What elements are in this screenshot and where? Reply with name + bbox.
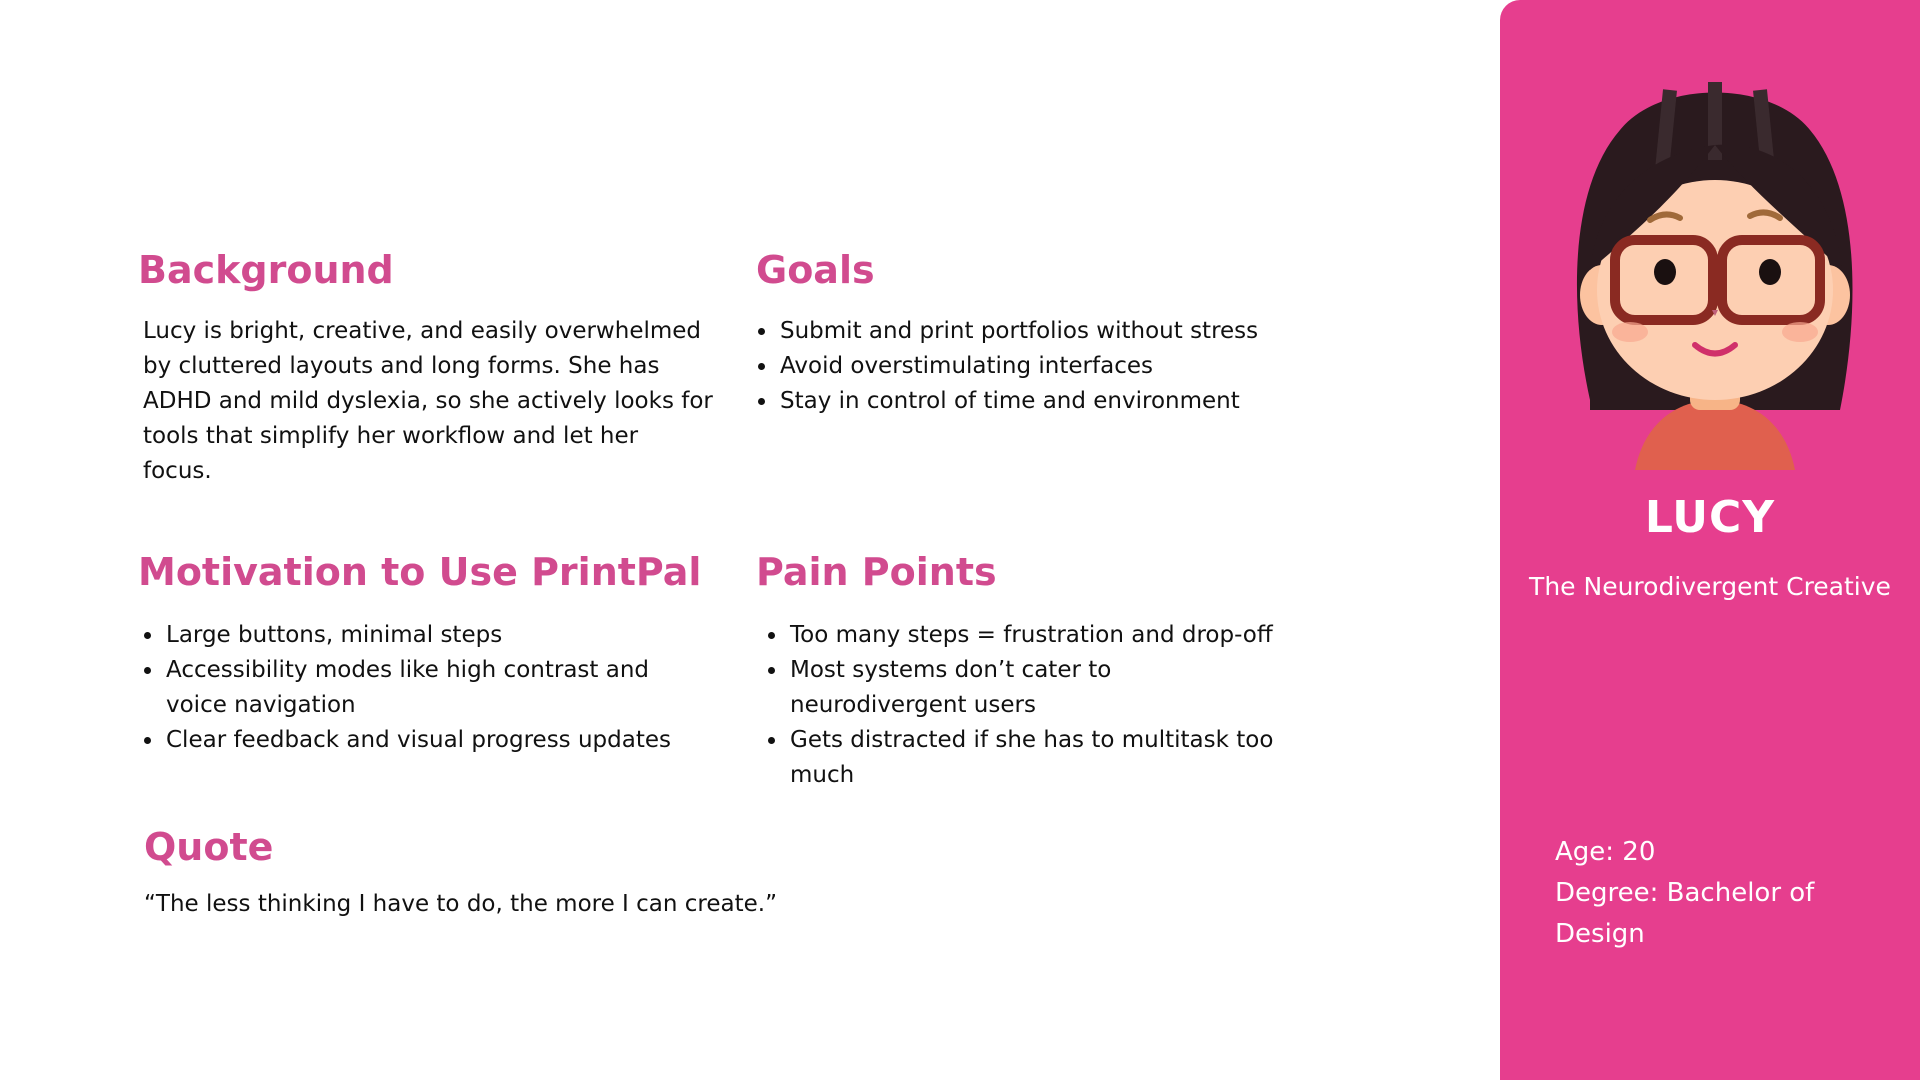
motivation-heading: Motivation to Use PrintPal bbox=[138, 550, 702, 594]
pain-points-heading: Pain Points bbox=[756, 550, 997, 594]
motivation-item: Accessibility modes like high contrast and voice navigation bbox=[142, 653, 702, 723]
pain-points-item: Gets distracted if she has to multitask too much bbox=[766, 723, 1286, 793]
motivation-item: Clear feedback and visual progress updates bbox=[142, 723, 702, 758]
pain-points-list bbox=[756, 618, 1286, 793]
background-section bbox=[138, 248, 718, 489]
quote-text: “The less thinking I have to do, the more I can create.” bbox=[144, 890, 778, 917]
persona-name: LUCY bbox=[1644, 492, 1776, 543]
motivation-section bbox=[138, 550, 738, 758]
persona-details bbox=[1555, 832, 1855, 955]
persona-role: The Neurodivergent Creative bbox=[1529, 572, 1891, 601]
quote-heading: Quote bbox=[144, 825, 274, 869]
motivation-item: Large buttons, minimal steps bbox=[142, 618, 702, 653]
goals-heading: Goals bbox=[756, 248, 875, 292]
background-text: Lucy is bright, creative, and easily overwhelmed by cluttered layouts and long forms. She has ADHD and mild dyslexia, so she actively looks for tools that simplify her workflow and let her focus. bbox=[143, 317, 713, 484]
goals-list bbox=[756, 314, 1316, 419]
pain-points-item: Too many steps = frustration and drop-off bbox=[766, 618, 1286, 653]
pain-points-section bbox=[756, 550, 1296, 793]
goals-item: Submit and print portfolios without stress bbox=[756, 314, 1316, 349]
quote-section bbox=[144, 825, 944, 922]
profile-panel bbox=[1500, 0, 1920, 1080]
goals-section bbox=[756, 248, 1316, 419]
goals-item: Stay in control of time and environment bbox=[756, 384, 1316, 419]
girl-with-glasses-avatar-icon bbox=[1550, 70, 1880, 470]
background-heading: Background bbox=[138, 248, 394, 292]
persona-degree: Degree: Bachelor of Design bbox=[1555, 878, 1815, 949]
pain-points-item: Most systems don’t cater to neurodivergent users bbox=[766, 653, 1286, 723]
motivation-list bbox=[138, 618, 702, 758]
goals-item: Avoid overstimulating interfaces bbox=[756, 349, 1316, 384]
persona-age: Age: 20 bbox=[1555, 837, 1656, 867]
